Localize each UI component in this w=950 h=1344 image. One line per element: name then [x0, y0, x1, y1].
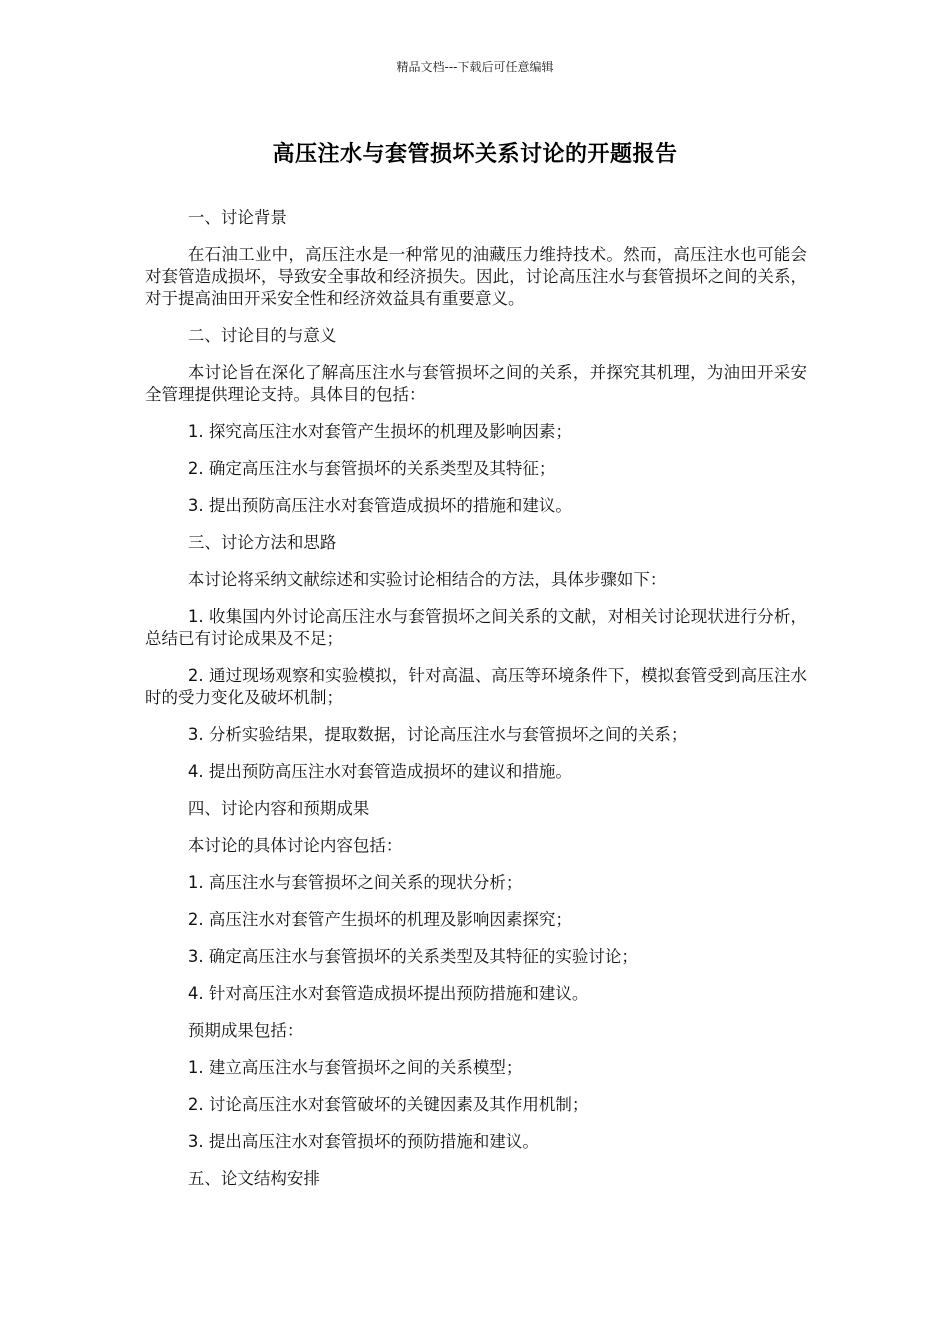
section-heading-background: 一、讨论背景 — [187, 208, 287, 227]
list-item: 2. 高压注水对套管产生损坏的机理及影响因素探究； — [187, 910, 572, 929]
list-item: 2. 讨论高压注水对套管破坏的关键因素及其作用机制； — [187, 1095, 589, 1114]
section-heading-structure: 五、论文结构安排 — [187, 1169, 320, 1188]
document-title: 高压注水与套管损坏关系讨论的开题报告 — [272, 142, 678, 167]
section-heading-content: 四、讨论内容和预期成果 — [187, 799, 370, 818]
list-item: 1. 探究高压注水对套管产生损坏的机理及影响因素； — [187, 422, 572, 441]
paragraph-methods: 本讨论将采纳文献综述和实验讨论相结合的方法，具体步骤如下： — [187, 570, 667, 589]
list-item: 2. 确定高压注水与套管损坏的关系类型及其特征； — [187, 459, 556, 478]
paragraph-expected: 预期成果包括： — [187, 1021, 304, 1040]
list-item: 3. 确定高压注水与套管损坏的关系类型及其特征的实验讨论； — [187, 947, 638, 966]
paragraph-purpose: 本讨论旨在深化了解高压注水与套管损坏之间的关系，并探究其机理，为油田开采安全管理提供理论支持。具体目的包括： — [145, 363, 807, 404]
list-item: 1. 建立高压注水与套管损坏之间的关系模型； — [187, 1058, 523, 1077]
list-item: 2. 通过现场观察和实验模拟，针对高温、高压等环境条件下，模拟套管受到高压注水时的受力变化及破坏机制； — [145, 666, 807, 707]
document-body — [145, 207, 807, 1205]
section-heading-methods: 三、讨论方法和思路 — [187, 533, 337, 552]
paragraph-background: 在石油工业中，高压注水是一种常见的油藏压力维持技术。然而，高压注水也可能会对套管造成损坏，导致安全事故和经济损失。因此，讨论高压注水与套管损坏之间的关系，对于提高油田开采安全性和经济效益具有重要意义。 — [145, 245, 807, 308]
list-item: 3. 分析实验结果，提取数据，讨论高压注水与套管损坏之间的关系； — [187, 725, 688, 744]
header-note: 精品文档---下载后可任意编辑 — [396, 60, 554, 74]
list-item: 1. 高压注水与套管损坏之间关系的现状分析； — [187, 873, 523, 892]
list-item: 4. 提出预防高压注水对套管造成损坏的建议和措施。 — [187, 762, 572, 781]
list-item: 3. 提出高压注水对套管损坏的预防措施和建议。 — [187, 1132, 539, 1151]
section-heading-purpose: 二、讨论目的与意义 — [187, 326, 337, 345]
paragraph-content: 本讨论的具体讨论内容包括： — [187, 836, 403, 855]
list-item: 1. 收集国内外讨论高压注水与套管损坏之间关系的文献，对相关讨论现状进行分析，总结已有讨论成果及不足； — [145, 607, 807, 648]
list-item: 3. 提出预防高压注水对套管造成损坏的措施和建议。 — [187, 496, 572, 515]
list-item: 4. 针对高压注水对套管造成损坏提出预防措施和建议。 — [187, 984, 589, 1003]
